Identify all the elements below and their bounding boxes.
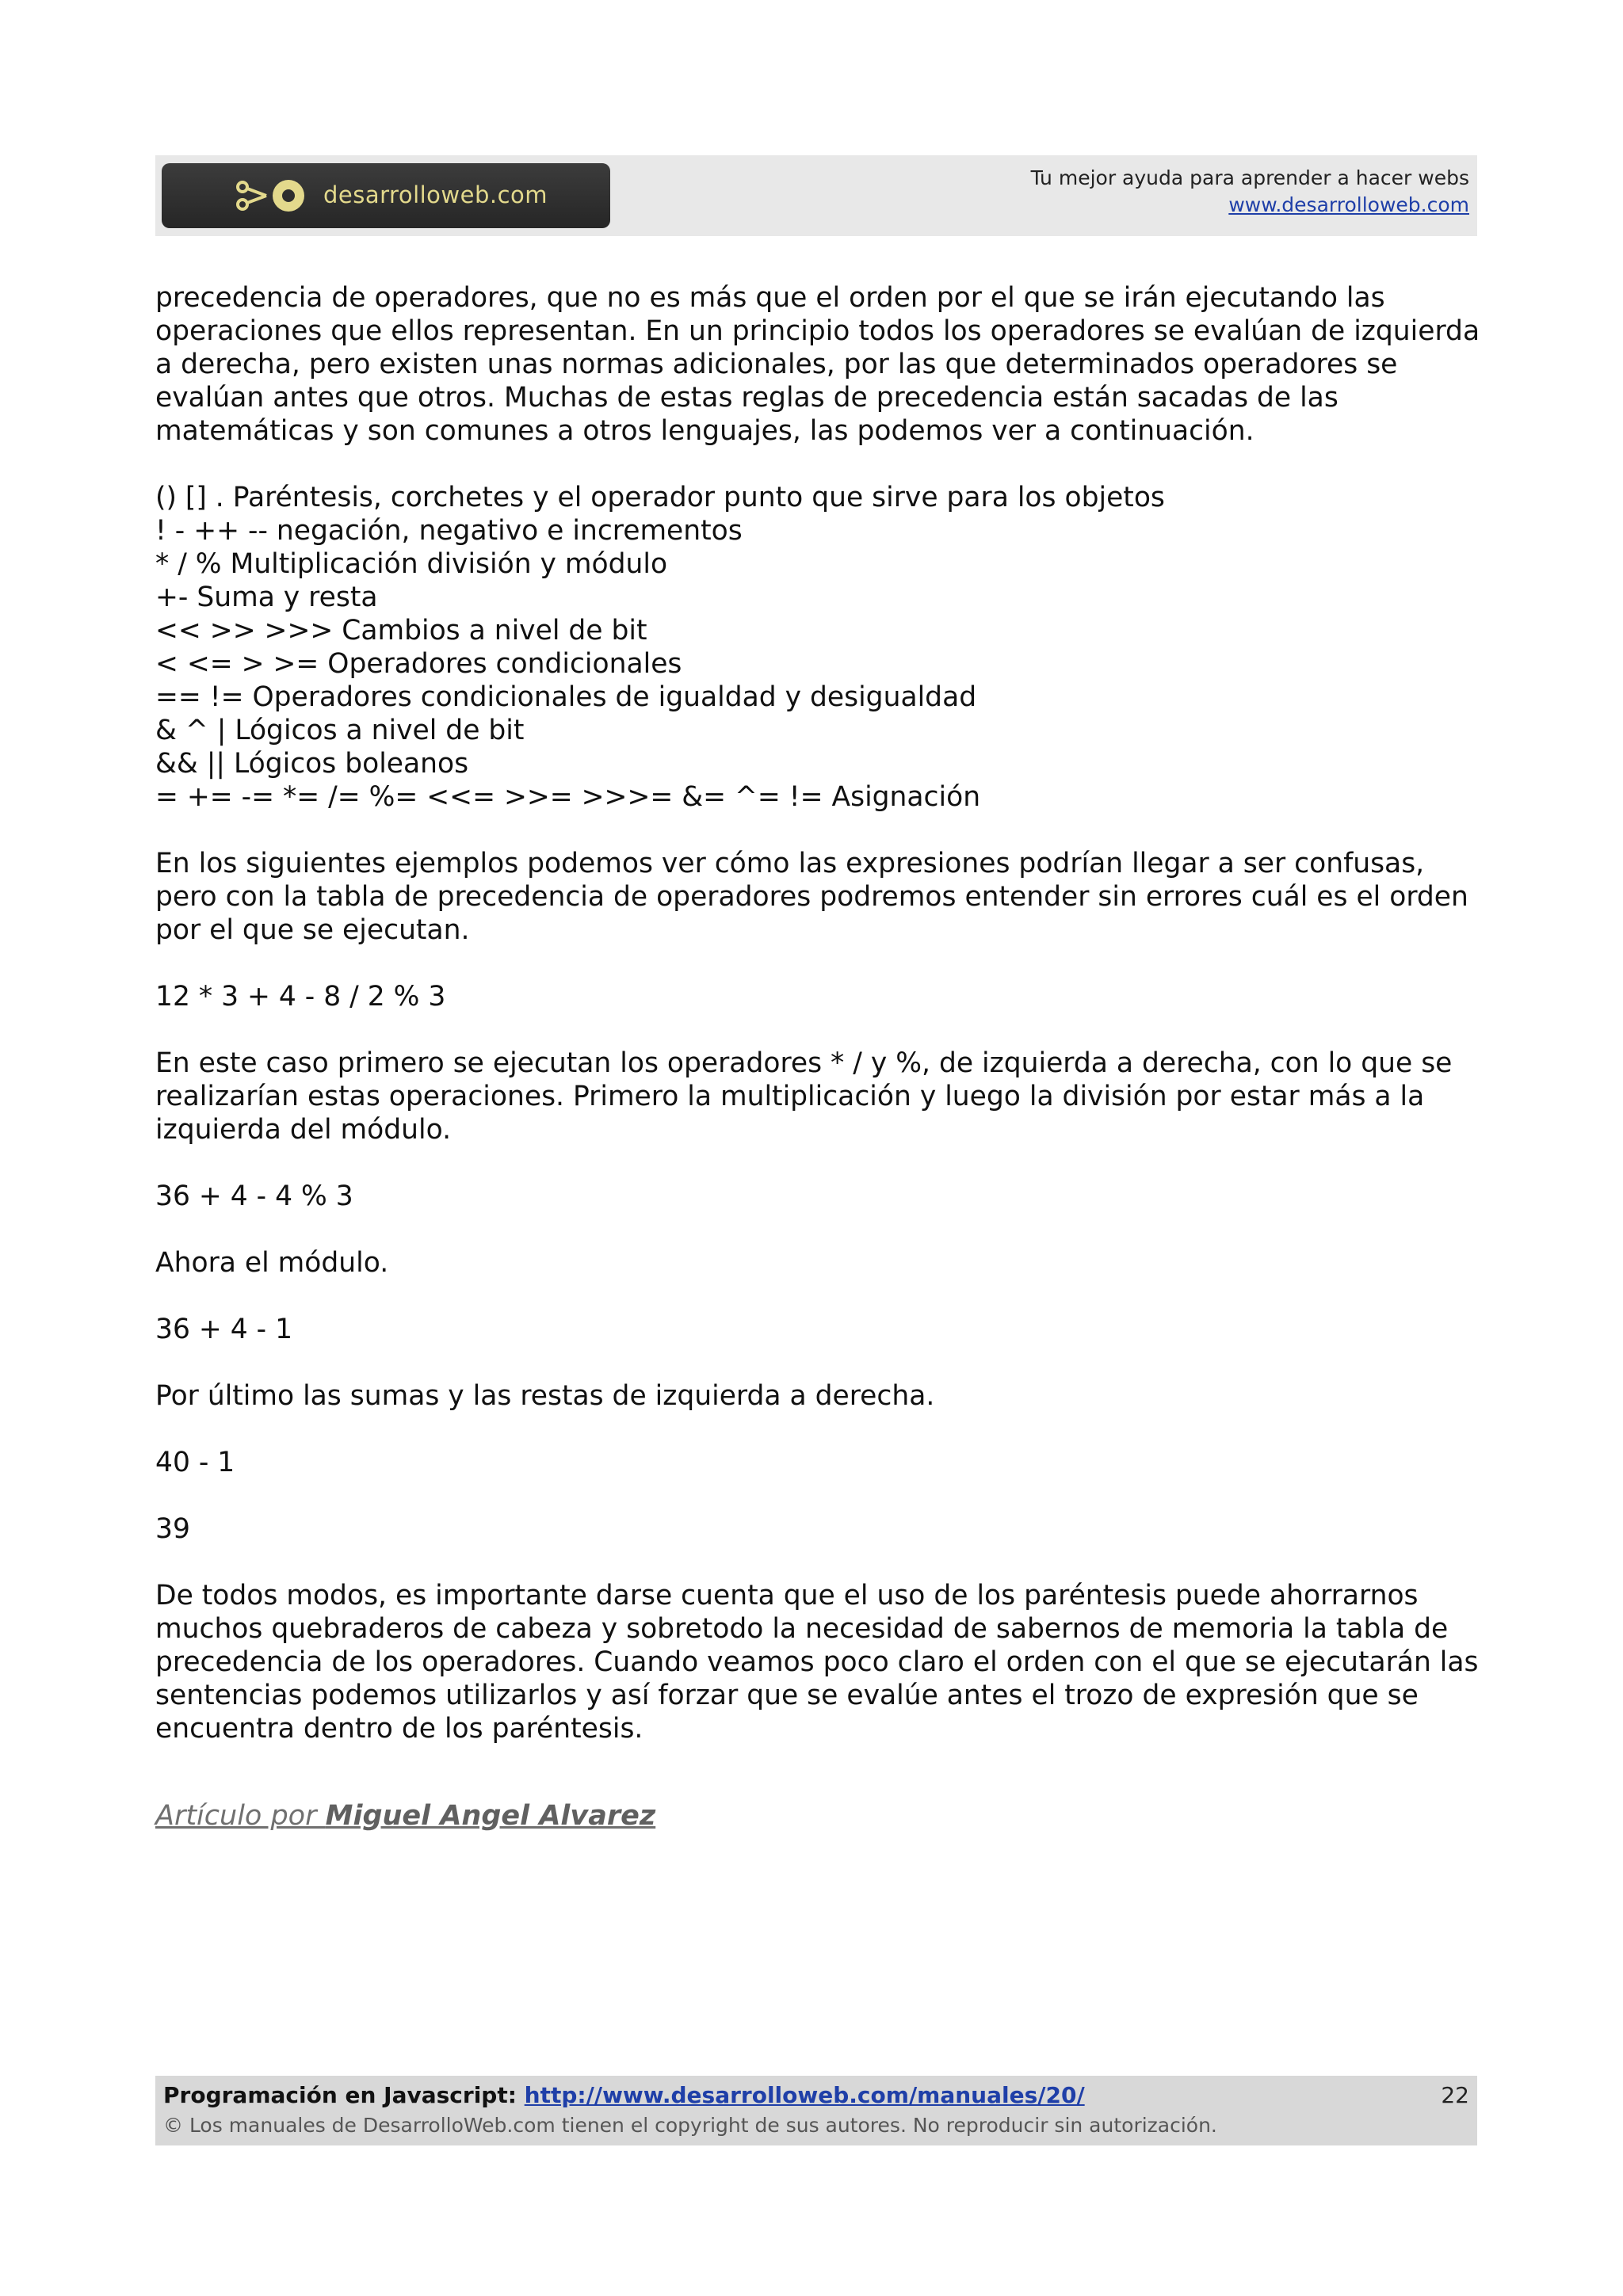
operator-line: +- Suma y resta xyxy=(155,582,378,613)
operator-line: & ^ | Lógicos a nivel de bit xyxy=(155,715,525,746)
operator-line: ! - ++ -- negación, negativo e incrementos xyxy=(155,515,743,547)
site-link[interactable]: www.desarrolloweb.com xyxy=(1228,193,1469,216)
paragraph-6: De todos modos, es importante darse cuenta que el uso de los paréntesis puede ahorrarnos muchos quebraderos de cabeza y sobretodo la necesidad de sabernos de memoria la tabla de precedencia de los operadores. Cuando veamos poco claro el orden con el que se ejecutarán las sentencias podemos utilizarlos y así forzar que se evalúe antes el trozo de expresión que se encuentra dentro de los paréntesis. xyxy=(155,1580,1479,1745)
paragraph-4: Ahora el módulo. xyxy=(155,1247,389,1279)
operator-line: = += -= *= /= %= <<= >>= >>>= &= ^= != Asignación xyxy=(155,781,981,813)
logo-mark-icon xyxy=(235,176,314,215)
operator-line: () [] . Paréntesis, corchetes y el operador punto que sirve para los objetos xyxy=(155,482,1165,513)
author-byline-link[interactable] xyxy=(155,1798,655,1833)
operator-line: * / % Multiplicación división y módulo xyxy=(155,548,668,580)
expression-2: 36 + 4 - 4 % 3 xyxy=(155,1180,353,1212)
author-name: Miguel Angel Alvarez xyxy=(325,1800,656,1832)
paragraph-1: precedencia de operadores, que no es más que el orden por el que se irán ejecutando las operaciones que ellos representan. En un principio todos los operadores se evalúan de izquierda a derecha, pero existen unas normas adicionales, por las que determinados operadores se evalúan antes que otros. Muchas de estas reglas de precedencia están sacadas de las matemáticas y son comunes a otros lenguajes, las podemos ver a continuación. xyxy=(155,282,1480,447)
operator-line: && || Lógicos boleanos xyxy=(155,748,469,780)
operator-line: < <= > >= Operadores condicionales xyxy=(155,648,682,680)
manual-link[interactable]: http://www.desarrolloweb.com/manuales/20/ xyxy=(524,2082,1085,2108)
site-logo[interactable] xyxy=(162,163,610,228)
byline-prefix: Artículo por xyxy=(155,1800,326,1832)
tagline-text: Tu mejor ayuda para aprender a hacer webs xyxy=(1030,166,1469,189)
page-header xyxy=(155,155,1477,236)
operator-line: << >> >>> Cambios a nivel de bit xyxy=(155,615,647,646)
operator-line: == != Operadores condicionales de igualdad y desigualdad xyxy=(155,681,977,713)
article-body xyxy=(155,281,1487,1779)
logo-text: desarrolloweb.com xyxy=(323,181,548,208)
footer-title-line xyxy=(163,2081,1085,2110)
expression-5: 39 xyxy=(155,1513,190,1545)
paragraph-3: En este caso primero se ejecutan los operadores * / y %, de izquierda a derecha, con lo que se realizarían estas operaciones. Primero la multiplicación y luego la división por estar más a la izquierda del módulo. xyxy=(155,1047,1453,1146)
paragraph-5: Por último las sumas y las restas de izquierda a derecha. xyxy=(155,1380,935,1412)
page-footer xyxy=(155,2076,1477,2145)
paragraph-2: En los siguientes ejemplos podemos ver cómo las expresiones podrían llegar a ser confusas, pero con la tabla de precedencia de operadores podremos entender sin errores cuál es el orden por el que se ejecutan. xyxy=(155,848,1468,946)
expression-3: 36 + 4 - 1 xyxy=(155,1314,293,1345)
expression-1: 12 * 3 + 4 - 8 / 2 % 3 xyxy=(155,981,446,1013)
page-number: 22 xyxy=(1441,2082,1469,2108)
header-tagline xyxy=(1031,165,1469,219)
operator-precedence-list xyxy=(155,481,1487,814)
expression-4: 40 - 1 xyxy=(155,1447,235,1478)
footer-title: Programación en Javascript: xyxy=(163,2082,525,2108)
footer-copyright: © Los manuales de DesarrolloWeb.com tienen el copyright de sus autores. No reproducir sin autorización. xyxy=(163,2114,1217,2137)
